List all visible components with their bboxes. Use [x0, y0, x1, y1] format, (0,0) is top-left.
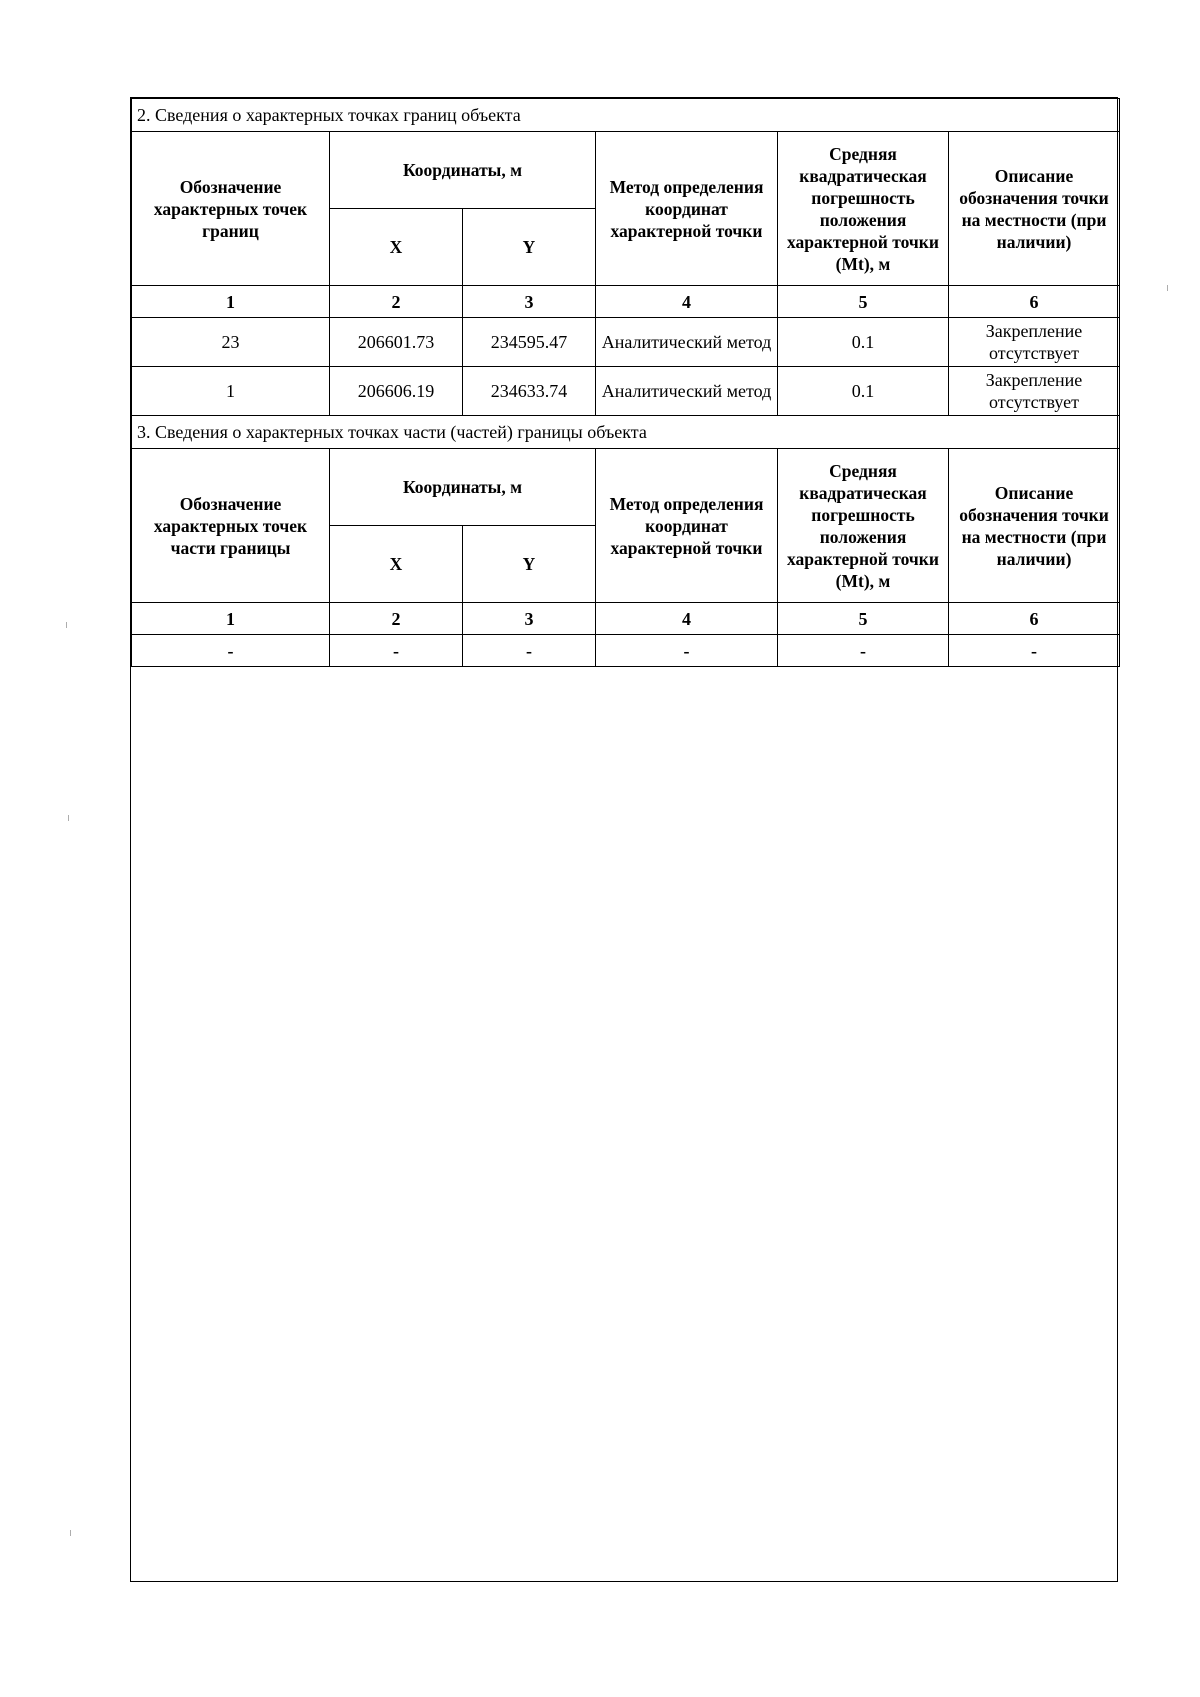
- column-number: 5: [778, 603, 949, 635]
- error-cell: -: [778, 635, 949, 667]
- header-x: X: [330, 209, 463, 286]
- header-mean-error: Средняя квадратическая погрешность положения характерной точки (Mt), м: [778, 449, 949, 603]
- error-cell: 0.1: [778, 367, 949, 416]
- column-number: 2: [330, 603, 463, 635]
- description-cell: -: [949, 635, 1120, 667]
- column-number: 1: [132, 286, 330, 318]
- scan-artifact: [68, 815, 69, 821]
- column-number: 6: [949, 603, 1120, 635]
- header-mean-error: Средняя квадратическая погрешность положения характерной точки (Mt), м: [778, 132, 949, 286]
- column-number: 3: [463, 286, 596, 318]
- method-cell: -: [596, 635, 778, 667]
- document-page: [130, 97, 1118, 1582]
- table-row: [132, 367, 1120, 416]
- column-number: 5: [778, 286, 949, 318]
- error-cell: 0.1: [778, 318, 949, 367]
- table-row: [132, 635, 1120, 667]
- column-number-row: [132, 286, 1120, 318]
- section-2-table: [131, 98, 1120, 416]
- x-cell: 206601.73: [330, 318, 463, 367]
- header-method: Метод определения координат характерной точки: [596, 132, 778, 286]
- header-description: Описание обозначения точки на местности (при наличии): [949, 449, 1120, 603]
- method-cell: Аналитический метод: [596, 318, 778, 367]
- scan-artifact: [1167, 285, 1168, 291]
- method-cell: Аналитический метод: [596, 367, 778, 416]
- header-point-designation: Обозначение характерных точек границ: [132, 132, 330, 286]
- point-cell: 23: [132, 318, 330, 367]
- y-cell: -: [463, 635, 596, 667]
- header-y: Y: [463, 526, 596, 603]
- y-cell: 234633.74: [463, 367, 596, 416]
- description-cell: Закрепление отсутствует: [949, 318, 1120, 367]
- header-coordinates: Координаты, м: [330, 449, 596, 526]
- point-cell: 1: [132, 367, 330, 416]
- x-cell: 206606.19: [330, 367, 463, 416]
- header-point-designation: Обозначение характерных точек части границы: [132, 449, 330, 603]
- section-3-title: 3. Сведения о характерных точках части (частей) границы объекта: [132, 416, 1120, 449]
- header-y: Y: [463, 209, 596, 286]
- y-cell: 234595.47: [463, 318, 596, 367]
- header-description: Описание обозначения точки на местности (при наличии): [949, 132, 1120, 286]
- section-3-table: [131, 416, 1120, 667]
- column-number: 3: [463, 603, 596, 635]
- scan-artifact: [70, 1530, 71, 1536]
- point-cell: -: [132, 635, 330, 667]
- column-number: 4: [596, 286, 778, 318]
- column-number: 1: [132, 603, 330, 635]
- column-number: 4: [596, 603, 778, 635]
- header-method: Метод определения координат характерной точки: [596, 449, 778, 603]
- section-2-title: 2. Сведения о характерных точках границ объекта: [132, 99, 1120, 132]
- column-number: 2: [330, 286, 463, 318]
- x-cell: -: [330, 635, 463, 667]
- table-row: [132, 318, 1120, 367]
- description-cell: Закрепление отсутствует: [949, 367, 1120, 416]
- header-coordinates: Координаты, м: [330, 132, 596, 209]
- column-number: 6: [949, 286, 1120, 318]
- header-x: X: [330, 526, 463, 603]
- column-number-row: [132, 603, 1120, 635]
- scan-artifact: [66, 622, 67, 628]
